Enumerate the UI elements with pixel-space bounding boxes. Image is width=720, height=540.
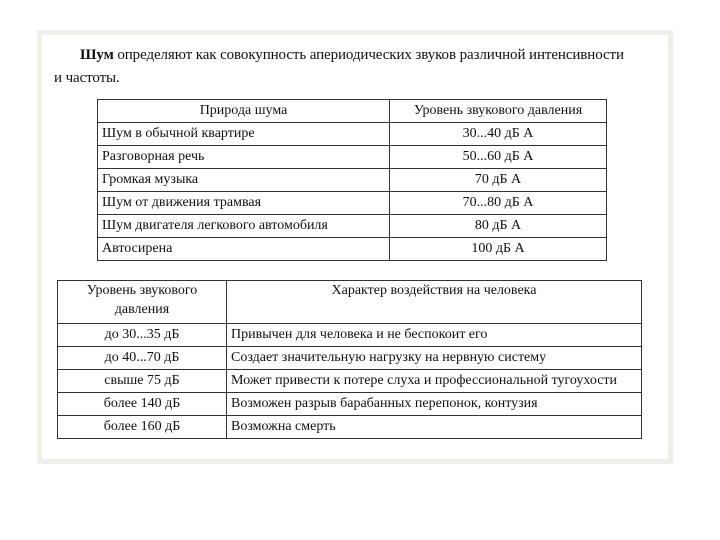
table-header-row <box>58 281 642 324</box>
table-cell: 100 дБ А <box>390 238 607 261</box>
intro-text-line2: и частоты. <box>54 70 120 86</box>
column-header: Природа шума <box>98 100 390 123</box>
table-cell: 50...60 дБ А <box>390 146 607 169</box>
intro-paragraph <box>54 44 666 90</box>
table-cell: свыше 75 дБ <box>58 370 227 393</box>
table-cell: 70...80 дБ А <box>390 192 607 215</box>
column-header <box>58 281 227 324</box>
table-cell: Возможна смерть <box>227 416 642 439</box>
table-cell: до 40...70 дБ <box>58 347 227 370</box>
table-cell: более 160 дБ <box>58 416 227 439</box>
table-row <box>58 416 642 439</box>
table-row <box>58 324 642 347</box>
table-row <box>98 169 607 192</box>
table-row <box>58 347 642 370</box>
table-cell: Шум от движения трамвая <box>98 192 390 215</box>
table-cell: Возможен разрыв барабанных перепонок, контузия <box>227 393 642 416</box>
table-row <box>58 393 642 416</box>
table-cell: 30...40 дБ А <box>390 123 607 146</box>
table-row <box>98 123 607 146</box>
table-row <box>58 370 642 393</box>
noise-sources-table <box>97 99 607 261</box>
table-cell: Разговорная речь <box>98 146 390 169</box>
intro-bold-term: Шум <box>80 47 114 63</box>
intro-text-line1: определяют как совокупность апериодических звуков различной интенсивности <box>113 47 624 63</box>
table-cell: Привычен для человека и не беспокоит его <box>227 324 642 347</box>
table-row <box>98 146 607 169</box>
table-header-row <box>98 100 607 123</box>
column-header: Характер воздействия на человека <box>227 281 642 324</box>
table-cell: до 30...35 дБ <box>58 324 227 347</box>
table-cell: Создает значительную нагрузку на нервную систему <box>227 347 642 370</box>
table-cell: Шум двигателя легкового автомобиля <box>98 215 390 238</box>
column-header-text: Уровень звукового давления <box>86 283 198 317</box>
table-cell: Шум в обычной квартире <box>98 123 390 146</box>
health-effects-table <box>57 280 642 439</box>
table-row <box>98 192 607 215</box>
column-header: Уровень звукового давления <box>390 100 607 123</box>
table-cell: 70 дБ А <box>390 169 607 192</box>
table-cell: более 140 дБ <box>58 393 227 416</box>
table-cell: 80 дБ А <box>390 215 607 238</box>
table-cell: Может привести к потере слуха и профессиональной тугоухости <box>227 370 642 393</box>
table-row <box>98 238 607 261</box>
table-cell: Автосирена <box>98 238 390 261</box>
table-row <box>98 215 607 238</box>
table-cell: Громкая музыка <box>98 169 390 192</box>
